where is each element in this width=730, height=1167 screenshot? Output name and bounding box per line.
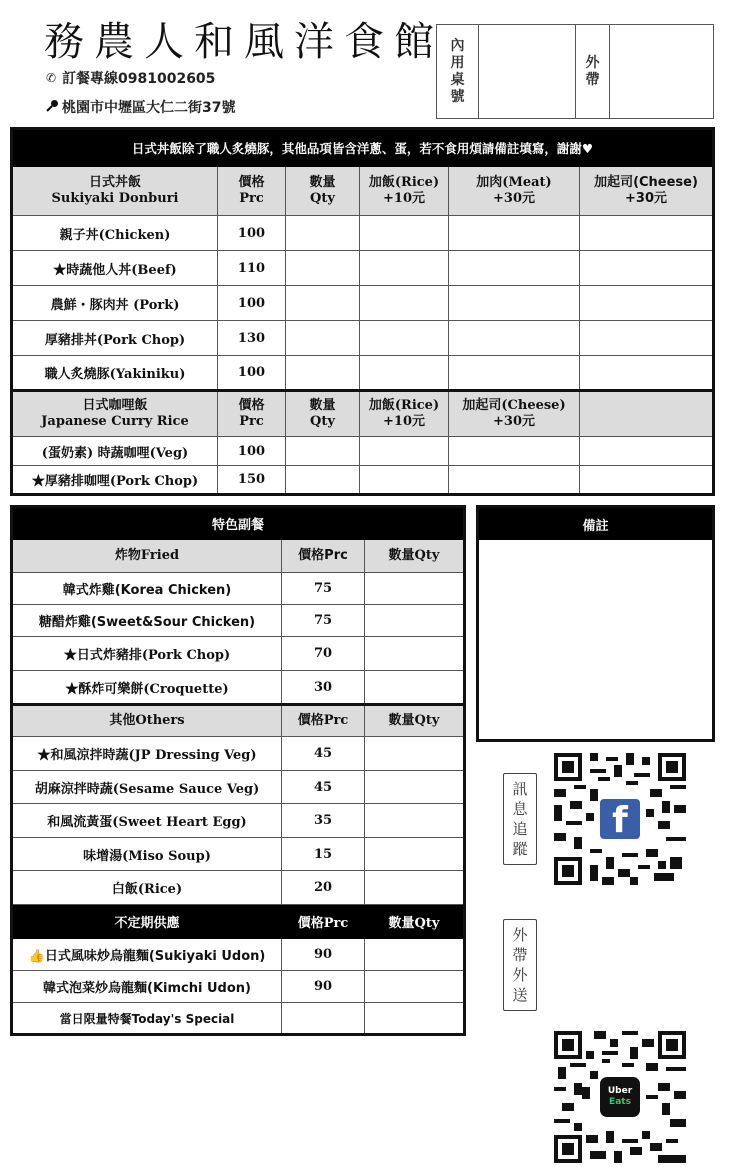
menu-row [12,356,714,391]
item-name: ★厚豬排咖哩(Pork Chop) [12,466,218,495]
irregular-header-row: 不定期供應 價格Prc 數量Qty [12,905,465,939]
qty-cell[interactable] [365,804,465,838]
delivery-label: 外 帶 外 送 [503,919,537,1011]
item-name: 親子丼(Chicken) [12,216,218,251]
menu-row: ★酥炸可樂餅(Croquette) 30 [12,671,465,705]
rice-cell[interactable] [360,216,449,251]
qty-cell[interactable] [365,573,465,605]
qty-cell[interactable] [286,286,360,321]
item-price: 150 [218,466,286,495]
menu-row: 糖醋炸雞(Sweet&Sour Chicken) 75 [12,605,465,637]
item-name: ★時蔬他人丼(Beef) [12,251,218,286]
sides-table [10,505,466,1036]
cheese-cell[interactable] [449,466,580,495]
menu-row: 味增湯(Miso Soup) 15 [12,838,465,871]
phone-icon: ✆ [46,71,57,85]
curry-header-row [12,391,714,437]
restaurant-title: 務農人和風洋食館 [44,19,444,65]
item-price: 100 [218,216,286,251]
item-name: 農鮮・豚肉丼 (Pork) [12,286,218,321]
menu-row [12,321,714,356]
price-cell[interactable] [282,1003,365,1035]
qty-cell[interactable] [286,216,360,251]
rice-cell[interactable] [360,356,449,391]
item-price: 100 [218,437,286,466]
menu-row: 👍日式風味炒烏龍麵(Sukiyaki Udon) 90 [12,939,465,971]
price-header: 價格 Prc [218,167,286,216]
pin-icon [46,99,60,115]
qty-cell[interactable] [365,939,465,971]
curry-name-header: 日式咖哩飯 Japanese Curry Rice [12,391,218,437]
takeout-field[interactable] [610,25,713,118]
qty-cell[interactable] [365,671,465,705]
menu-row: 白飯(Rice) 20 [12,871,465,905]
qty-header: 數量 Qty [286,167,360,216]
phone-line [46,68,215,88]
meat-cell[interactable] [449,286,580,321]
facebook-qr-code[interactable] [554,753,686,885]
qty-cell[interactable] [365,871,465,905]
notes-title: 備註 [479,508,712,540]
donburi-notice: 日式丼飯除了職人炙燒豚，其他品項皆含洋蔥、蛋，若不食用煩請備註填寫，謝謝♥ [12,129,714,167]
uber-eats-qr-code[interactable] [554,1031,686,1163]
address-line [46,97,235,117]
menu-row [12,216,714,251]
qty-cell[interactable] [365,771,465,804]
cheese-cell[interactable] [580,286,714,321]
cheese-cell[interactable] [449,437,580,466]
qty-cell[interactable] [286,466,360,495]
item-price: 110 [218,251,286,286]
menu-row [12,466,714,495]
rice-cell[interactable] [360,286,449,321]
add-meat-header: 加肉(Meat) +30元 [449,167,580,216]
add-cheese-header: 加起司(Cheese) +30元 [580,167,714,216]
sides-title: 特色副餐 [12,507,465,540]
order-type-box [436,24,714,119]
notes-box [476,505,715,742]
item-name: 厚豬排丼(Pork Chop) [12,321,218,356]
price-header: 價格 Prc [218,391,286,437]
qty-cell[interactable] [365,605,465,637]
meat-cell[interactable] [449,356,580,391]
phone-label: 訂餐專線0981002605 [62,71,216,87]
menu-row: 韓式泡菜炒烏龍麵(Kimchi Udon) 90 [12,971,465,1003]
cheese-cell[interactable] [580,321,714,356]
menu-row [12,286,714,321]
menu-row: 當日限量特餐Today's Special [12,1003,465,1035]
qty-cell[interactable] [365,637,465,671]
qty-header: 數量 Qty [286,391,360,437]
donburi-header-row [12,167,714,216]
menu-row: 韓式炸雞(Korea Chicken) 75 [12,573,465,605]
item-price: 130 [218,321,286,356]
item-name: 職人炙燒豚(Yakiniku) [12,356,218,391]
add-rice-header: 加飯(Rice) +10元 [360,391,449,437]
item-name: (蛋奶素) 時蔬咖哩(Veg) [12,437,218,466]
others-header-row: 其他Others 價格Prc 數量Qty [12,705,465,737]
donburi-curry-table [10,127,715,496]
item-price: 100 [218,356,286,391]
facebook-logo: f [600,799,640,839]
qty-cell[interactable] [286,321,360,356]
notes-field[interactable] [479,540,712,739]
cheese-cell[interactable] [580,251,714,286]
message-follow-label: 訊 息 追 蹤 [503,773,537,865]
menu-row: ★和風涼拌時蔬(JP Dressing Veg) 45 [12,737,465,771]
table-number-field[interactable] [479,25,576,118]
meat-cell[interactable] [449,216,580,251]
menu-row: 胡麻涼拌時蔬(Sesame Sauce Veg) 45 [12,771,465,804]
add-cheese-header: 加起司(Cheese) +30元 [449,391,580,437]
donburi-name-header: 日式丼飯 Sukiyaki Donburi [12,167,218,216]
qty-cell[interactable] [365,838,465,871]
takeout-label: 外 帶 [576,25,610,118]
empty-header [580,391,714,437]
menu-row [12,251,714,286]
cheese-cell[interactable] [580,356,714,391]
meat-cell[interactable] [449,321,580,356]
qty-cell[interactable] [365,737,465,771]
uber-eats-logo: Uber Eats [600,1077,640,1117]
cheese-cell[interactable] [580,216,714,251]
menu-row: 和風流黃蛋(Sweet Heart Egg) 35 [12,804,465,838]
qty-cell[interactable] [365,971,465,1003]
item-price: 100 [218,286,286,321]
dine-in-label: 內 用 桌 號 [437,25,479,118]
qty-cell[interactable] [286,356,360,391]
menu-row: ★日式炸豬排(Pork Chop) 70 [12,637,465,671]
qty-cell[interactable] [365,1003,465,1035]
address-label: 桃園市中壢區大仁二街37號 [62,100,236,116]
rice-cell[interactable] [360,251,449,286]
meat-cell[interactable] [449,251,580,286]
menu-row [12,437,714,466]
add-rice-header: 加飯(Rice) +10元 [360,167,449,216]
rice-cell[interactable] [360,437,449,466]
qty-cell[interactable] [286,437,360,466]
qty-cell[interactable] [286,251,360,286]
rice-cell[interactable] [360,321,449,356]
fried-header-row: 炸物Fried 價格Prc 數量Qty [12,540,465,573]
rice-cell[interactable] [360,466,449,495]
